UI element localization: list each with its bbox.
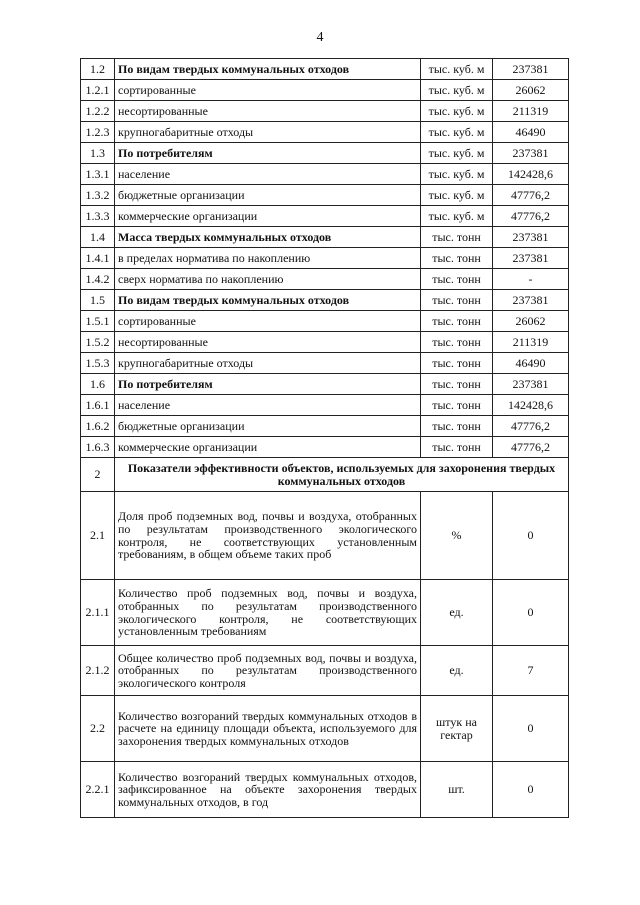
row-number: 1.4.1 bbox=[81, 248, 115, 269]
row-number: 1.4 bbox=[81, 227, 115, 248]
row-unit: штук на гектар bbox=[421, 696, 493, 762]
table-row bbox=[81, 353, 569, 374]
row-name: бюджетные организации bbox=[115, 416, 421, 437]
row-number: 1.2.2 bbox=[81, 101, 115, 122]
row-value: 47776,2 bbox=[493, 437, 569, 458]
row-value: 237381 bbox=[493, 143, 569, 164]
row-number: 1.5.3 bbox=[81, 353, 115, 374]
section-number: 2 bbox=[81, 458, 115, 492]
table-row bbox=[81, 269, 569, 290]
row-number: 1.2 bbox=[81, 59, 115, 80]
row-number: 2.1.1 bbox=[81, 580, 115, 646]
row-unit: тыс. тонн bbox=[421, 311, 493, 332]
row-unit: тыс. куб. м bbox=[421, 164, 493, 185]
row-number: 1.3 bbox=[81, 143, 115, 164]
row-value: 47776,2 bbox=[493, 206, 569, 227]
row-name: Масса твердых коммунальных отходов bbox=[115, 227, 421, 248]
table-row bbox=[81, 696, 569, 762]
row-name: По потребителям bbox=[115, 143, 421, 164]
row-name: в пределах норматива по накоплению bbox=[115, 248, 421, 269]
row-value: 237381 bbox=[493, 59, 569, 80]
row-name: бюджетные организации bbox=[115, 185, 421, 206]
table-row bbox=[81, 248, 569, 269]
row-name: Количество проб подземных вод, почвы и воздуха, отобранных по результатам производственного экологического контроля, не соответствующих установленным требованиям bbox=[115, 580, 421, 646]
row-name: Количество возгораний твердых коммунальных отходов в расчете на единицу площади объекта, используемого для захоронения твердых коммунальных отходов bbox=[115, 696, 421, 762]
row-value: 46490 bbox=[493, 353, 569, 374]
row-name: несортированные bbox=[115, 332, 421, 353]
row-unit: тыс. куб. м bbox=[421, 80, 493, 101]
row-value: 47776,2 bbox=[493, 185, 569, 206]
row-name: сортированные bbox=[115, 311, 421, 332]
table-row bbox=[81, 646, 569, 696]
row-unit: тыс. тонн bbox=[421, 332, 493, 353]
row-name: Общее количество проб подземных вод, почвы и воздуха, отобранных по результатам производственного экологического контроля bbox=[115, 646, 421, 696]
row-number: 1.6.1 bbox=[81, 395, 115, 416]
row-unit: тыс. тонн bbox=[421, 353, 493, 374]
row-name: По потребителям bbox=[115, 374, 421, 395]
row-value: 0 bbox=[493, 762, 569, 818]
row-value: 142428,6 bbox=[493, 164, 569, 185]
table-row bbox=[81, 311, 569, 332]
row-number: 1.6.2 bbox=[81, 416, 115, 437]
row-unit: тыс. тонн bbox=[421, 269, 493, 290]
row-unit: тыс. тонн bbox=[421, 248, 493, 269]
row-unit: ед. bbox=[421, 580, 493, 646]
row-name: несортированные bbox=[115, 101, 421, 122]
row-value: 211319 bbox=[493, 332, 569, 353]
row-value: 0 bbox=[493, 696, 569, 762]
table-row bbox=[81, 59, 569, 80]
row-unit: тыс. куб. м bbox=[421, 143, 493, 164]
row-number: 1.2.1 bbox=[81, 80, 115, 101]
row-number: 1.6.3 bbox=[81, 437, 115, 458]
row-unit: тыс. куб. м bbox=[421, 206, 493, 227]
row-unit: тыс. куб. м bbox=[421, 185, 493, 206]
table-row bbox=[81, 374, 569, 395]
row-unit: тыс. тонн bbox=[421, 290, 493, 311]
row-unit: ед. bbox=[421, 646, 493, 696]
indicators-table bbox=[80, 58, 569, 818]
row-unit: тыс. тонн bbox=[421, 374, 493, 395]
row-number: 1.3.2 bbox=[81, 185, 115, 206]
table-row bbox=[81, 290, 569, 311]
row-unit: тыс. куб. м bbox=[421, 122, 493, 143]
row-value: 26062 bbox=[493, 80, 569, 101]
table-row bbox=[81, 143, 569, 164]
section-header-row bbox=[81, 458, 569, 492]
row-number: 2.1.2 bbox=[81, 646, 115, 696]
row-value: 237381 bbox=[493, 374, 569, 395]
page-number: 4 bbox=[316, 30, 324, 45]
row-value: 46490 bbox=[493, 122, 569, 143]
table-row bbox=[81, 185, 569, 206]
row-value: 47776,2 bbox=[493, 416, 569, 437]
section-title: Показатели эффективности объектов, используемых для захоронения твердых коммунальных отходов bbox=[115, 458, 569, 492]
row-name: крупногабаритные отходы bbox=[115, 122, 421, 143]
row-value: 142428,6 bbox=[493, 395, 569, 416]
table-row bbox=[81, 492, 569, 580]
row-unit: тыс. тонн bbox=[421, 395, 493, 416]
row-name: По видам твердых коммунальных отходов bbox=[115, 290, 421, 311]
row-number: 1.3.1 bbox=[81, 164, 115, 185]
table-row bbox=[81, 101, 569, 122]
row-value: 211319 bbox=[493, 101, 569, 122]
table-row bbox=[81, 164, 569, 185]
row-number: 2.1 bbox=[81, 492, 115, 580]
row-number: 2.2.1 bbox=[81, 762, 115, 818]
row-value: 7 bbox=[493, 646, 569, 696]
row-number: 2.2 bbox=[81, 696, 115, 762]
table-row bbox=[81, 395, 569, 416]
row-value: - bbox=[493, 269, 569, 290]
row-unit: тыс. куб. м bbox=[421, 101, 493, 122]
row-value: 237381 bbox=[493, 290, 569, 311]
row-unit: шт. bbox=[421, 762, 493, 818]
row-number: 1.5.1 bbox=[81, 311, 115, 332]
table-row bbox=[81, 437, 569, 458]
indicators-table-body bbox=[81, 59, 569, 818]
row-value: 0 bbox=[493, 580, 569, 646]
table-row bbox=[81, 580, 569, 646]
row-value: 0 bbox=[493, 492, 569, 580]
row-name: коммерческие организации bbox=[115, 437, 421, 458]
row-unit: тыс. куб. м bbox=[421, 59, 493, 80]
row-number: 1.5.2 bbox=[81, 332, 115, 353]
table-row bbox=[81, 80, 569, 101]
row-number: 1.4.2 bbox=[81, 269, 115, 290]
row-value: 26062 bbox=[493, 311, 569, 332]
row-name: Доля проб подземных вод, почвы и воздуха, отобранных по результатам производственного экологического контроля, не соответствующих установленным требованиям, в общем объеме таких проб bbox=[115, 492, 421, 580]
row-name: коммерческие организации bbox=[115, 206, 421, 227]
row-name: крупногабаритные отходы bbox=[115, 353, 421, 374]
table-row bbox=[81, 332, 569, 353]
table-row bbox=[81, 206, 569, 227]
table-row bbox=[81, 227, 569, 248]
table-row bbox=[81, 416, 569, 437]
row-unit: тыс. тонн bbox=[421, 416, 493, 437]
row-unit: тыс. тонн bbox=[421, 437, 493, 458]
row-number: 1.6 bbox=[81, 374, 115, 395]
row-name: сортированные bbox=[115, 80, 421, 101]
row-value: 237381 bbox=[493, 248, 569, 269]
row-name: население bbox=[115, 395, 421, 416]
table-row bbox=[81, 762, 569, 818]
row-number: 1.2.3 bbox=[81, 122, 115, 143]
row-number: 1.3.3 bbox=[81, 206, 115, 227]
row-name: Количество возгораний твердых коммунальных отходов, зафиксированное на объекте захоронения твердых коммунальных отходов, в год bbox=[115, 762, 421, 818]
row-name: сверх норматива по накоплению bbox=[115, 269, 421, 290]
row-number: 1.5 bbox=[81, 290, 115, 311]
table-row bbox=[81, 122, 569, 143]
row-unit: тыс. тонн bbox=[421, 227, 493, 248]
row-unit: % bbox=[421, 492, 493, 580]
row-value: 237381 bbox=[493, 227, 569, 248]
row-name: население bbox=[115, 164, 421, 185]
row-name: По видам твердых коммунальных отходов bbox=[115, 59, 421, 80]
